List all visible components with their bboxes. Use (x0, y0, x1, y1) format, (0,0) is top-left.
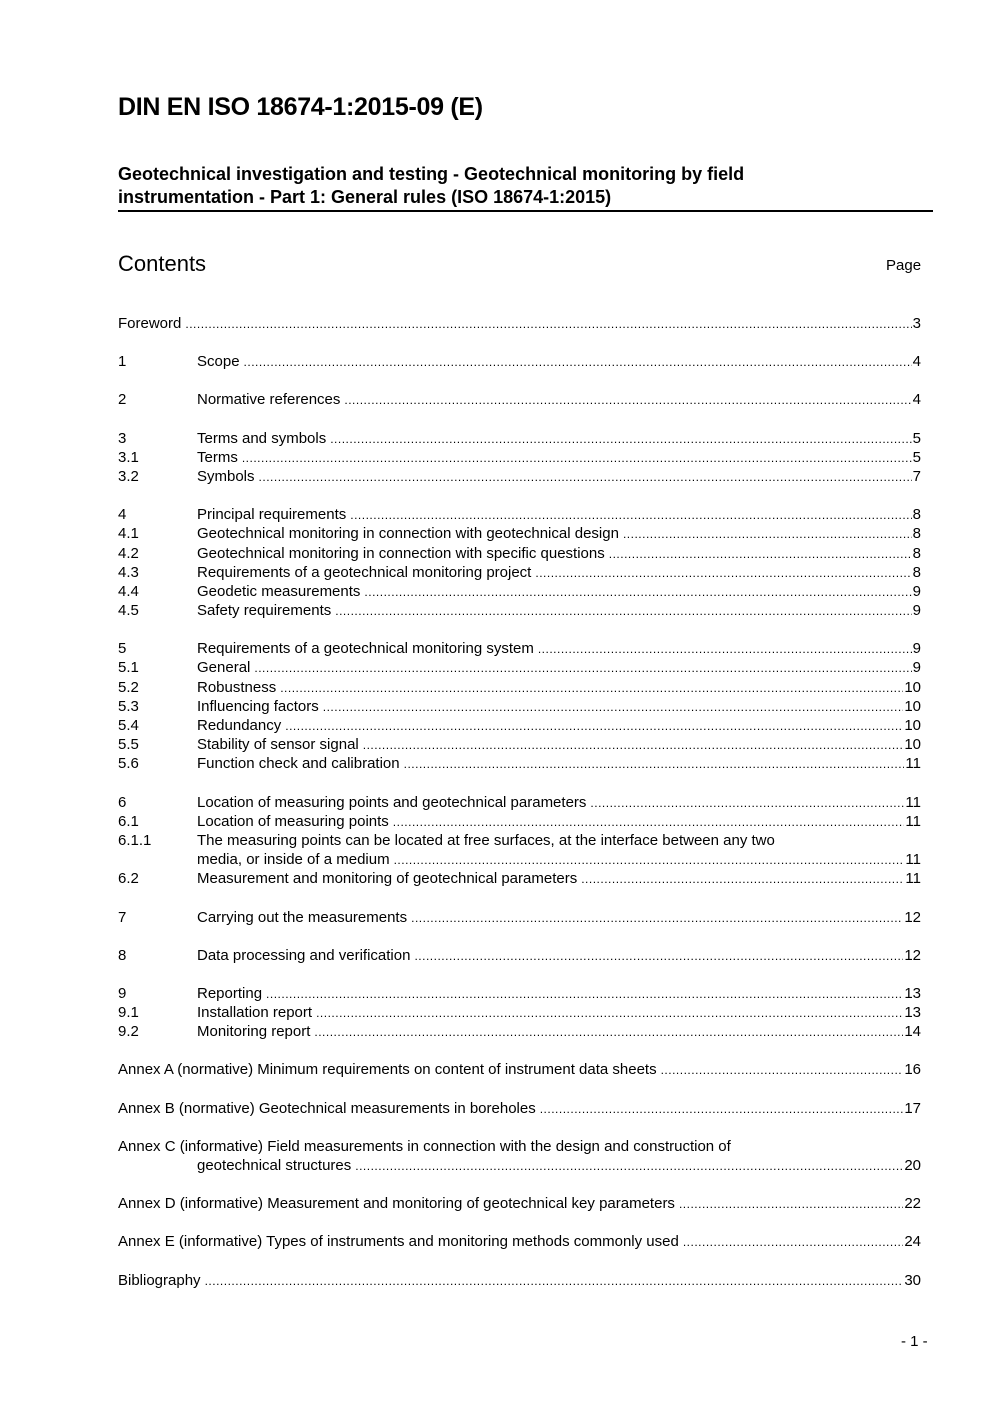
toc-number: 9 (118, 984, 127, 1002)
toc-number: 5.1 (118, 659, 139, 677)
toc-page: 24 (904, 1233, 921, 1251)
toc-entry-1[interactable] (118, 352, 921, 371)
toc-label-line-1: Annex C (informative) Field measurements in connection with the design and construction of (118, 1137, 731, 1155)
leader-dots (609, 545, 912, 564)
toc-number: 5.3 (118, 697, 139, 715)
toc-entry-2[interactable] (118, 390, 921, 409)
subtitle-line-1: Geotechnical investigation and testing - Geotechnical monitoring by field (118, 164, 745, 184)
page-column-heading: Page (886, 257, 922, 274)
toc-label: Installation report (197, 1004, 313, 1022)
leader-dots (254, 659, 911, 678)
toc-page: 9 (912, 602, 921, 620)
toc-number: 2 (118, 391, 127, 409)
toc-label: Location of measuring points (197, 812, 389, 830)
leader-dots (314, 1023, 903, 1042)
leader-dots (679, 1195, 903, 1214)
toc-page: 7 (912, 467, 921, 485)
toc-page: 8 (912, 525, 921, 543)
toc-label: Geotechnical monitoring in connection with specific questions (197, 544, 605, 562)
toc-page: 10 (904, 736, 921, 754)
toc-number: 5.5 (118, 736, 139, 754)
leader-dots (394, 851, 905, 870)
leader-dots (411, 909, 903, 928)
leader-dots (393, 813, 905, 832)
toc-number: 6.2 (118, 870, 139, 888)
toc-entry-9-2[interactable] (118, 1022, 921, 1041)
leader-dots (335, 602, 911, 621)
leader-dots (355, 1157, 903, 1176)
toc-entry-annex-c[interactable] (118, 1137, 921, 1175)
toc-label: Annex B (normative) Geotechnical measurements in boreholes (118, 1099, 536, 1117)
toc-page: 16 (904, 1061, 921, 1079)
toc-number: 6.1 (118, 812, 139, 830)
toc-page: 11 (905, 755, 921, 773)
leader-dots (363, 736, 904, 755)
toc-entry-5-2[interactable] (118, 678, 921, 697)
toc-label: Annex A (normative) Minimum requirements on content of instrument data sheets (118, 1061, 657, 1079)
toc-page: 17 (904, 1099, 921, 1117)
toc-label: Reporting (197, 984, 263, 1002)
toc-number: 7 (118, 908, 127, 926)
toc-page: 14 (904, 1023, 921, 1041)
toc-label: Function check and calibration (197, 755, 400, 773)
toc-entry-4-3[interactable] (118, 563, 921, 582)
leader-dots (350, 506, 911, 525)
toc-entry-4-1[interactable] (118, 524, 921, 543)
leader-dots (185, 315, 911, 334)
toc-page: 11 (905, 870, 921, 888)
toc-entry-annex-e[interactable] (118, 1232, 921, 1251)
toc-number: 3.2 (118, 467, 139, 485)
leader-dots (414, 947, 903, 966)
leader-dots (316, 1004, 903, 1023)
toc-label: Carrying out the measurements (197, 908, 408, 926)
toc-label: Redundancy (197, 717, 282, 734)
leader-dots (205, 1272, 904, 1291)
toc-page: 3 (912, 315, 921, 332)
toc-number: 5 (118, 640, 127, 658)
toc-page: 5 (912, 429, 921, 447)
toc-entry-4[interactable] (118, 505, 921, 524)
toc-label-line-2: media, or inside of a medium (197, 851, 390, 869)
toc-entry-5-3[interactable] (118, 697, 921, 716)
toc-number: 3.1 (118, 448, 139, 466)
toc-number: 5.6 (118, 755, 139, 773)
leader-dots (404, 755, 905, 774)
leader-dots (364, 583, 911, 602)
toc-entry-bibliography[interactable] (118, 1271, 921, 1290)
leader-dots (590, 794, 904, 813)
toc-label: Normative references (197, 391, 341, 409)
toc-entry-4-4[interactable] (118, 582, 921, 601)
leader-dots (344, 391, 911, 410)
toc-label: Stability of sensor signal (197, 736, 359, 754)
toc-entry-7[interactable] (118, 908, 921, 927)
toc-number: 4.3 (118, 563, 139, 581)
leader-dots (323, 698, 904, 717)
toc-entry-5-4[interactable] (118, 716, 921, 735)
toc-page: 9 (912, 640, 921, 658)
toc-entry-5[interactable] (118, 639, 921, 658)
toc-number: 4.1 (118, 525, 139, 543)
leader-dots (244, 353, 912, 372)
toc-number: 5.2 (118, 678, 139, 696)
toc-entry-annex-d[interactable] (118, 1194, 921, 1213)
leader-dots (266, 985, 903, 1004)
toc-label: General (197, 659, 251, 677)
toc-label: Data processing and verification (197, 946, 411, 964)
toc-label: Terms (197, 448, 238, 466)
toc-label-line-2: geotechnical structures (197, 1157, 352, 1174)
toc-entry-3[interactable] (118, 429, 921, 448)
toc-page: 8 (912, 563, 921, 581)
toc-label: Geotechnical monitoring in connection with geotechnical design (197, 525, 619, 543)
toc-entry-6[interactable] (118, 793, 921, 812)
toc-page: 22 (904, 1195, 921, 1213)
toc-entry-3-2[interactable] (118, 467, 921, 486)
toc-entry-3-1[interactable] (118, 448, 921, 467)
leader-dots (330, 430, 911, 449)
toc-page: 10 (904, 697, 921, 715)
toc-page: 12 (904, 908, 921, 926)
leader-dots (259, 468, 912, 487)
document-title: DIN EN ISO 18674-1:2015-09 (E) (118, 93, 483, 121)
toc-label: Bibliography (118, 1271, 201, 1289)
toc-label-line-1: The measuring points can be located at free surfaces, at the interface between any two (197, 831, 775, 849)
toc-entry-8[interactable] (118, 946, 921, 965)
toc-page: 10 (904, 678, 921, 696)
toc-page: 8 (912, 506, 921, 524)
toc-label: Foreword (118, 315, 182, 332)
toc-page: 11 (905, 851, 921, 869)
toc-number: 5.4 (118, 717, 139, 734)
contents-heading: Contents (118, 251, 207, 276)
subtitle-line-2: instrumentation - Part 1: General rules (ISO 18674-1:2015) (118, 187, 612, 207)
page-number: - 1 - (901, 1333, 928, 1350)
toc-entry-5-6[interactable] (118, 754, 921, 773)
toc-page: 10 (904, 717, 921, 734)
leader-dots (661, 1061, 904, 1080)
leader-dots (535, 564, 911, 583)
toc-entry-foreword[interactable] (118, 314, 921, 333)
toc-page: 4 (912, 353, 921, 371)
toc-label: Requirements of a geotechnical monitoring project (197, 563, 532, 581)
toc-label: Annex E (informative) Types of instruments and monitoring methods commonly used (118, 1233, 679, 1251)
toc-page: 9 (912, 582, 921, 600)
toc-label: Influencing factors (197, 697, 319, 715)
toc-number: 3 (118, 429, 127, 447)
toc-page: 4 (912, 391, 921, 409)
toc-entry-9[interactable] (118, 984, 921, 1003)
leader-dots (280, 679, 903, 698)
toc-number: 8 (118, 946, 127, 964)
leader-dots (285, 717, 903, 736)
leader-dots (683, 1233, 903, 1252)
toc-entry-9-1[interactable] (118, 1003, 921, 1022)
toc-entry-annex-a[interactable] (118, 1060, 921, 1079)
leader-dots (242, 449, 912, 468)
toc-page: 30 (904, 1271, 921, 1289)
leader-dots (538, 640, 912, 659)
toc-number: 6 (118, 793, 127, 811)
toc-page: 5 (912, 448, 921, 466)
toc-label: Location of measuring points and geotechnical parameters (197, 793, 587, 811)
toc-label: Annex D (informative) Measurement and monitoring of geotechnical key parameters (118, 1195, 675, 1213)
toc-page: 11 (905, 793, 921, 811)
toc-entry-annex-b[interactable] (118, 1099, 921, 1118)
toc-page: 20 (904, 1157, 921, 1174)
toc-number: 6.1.1 (118, 831, 152, 849)
toc-entry-4-5[interactable] (118, 601, 921, 620)
toc-label: Terms and symbols (197, 429, 327, 447)
toc-label: Robustness (197, 678, 277, 696)
toc-label: Safety requirements (197, 602, 332, 620)
leader-dots (540, 1100, 904, 1119)
toc-number: 4.4 (118, 582, 139, 600)
toc-number: 4.2 (118, 544, 139, 562)
toc-entry-6-1[interactable] (118, 812, 921, 831)
toc-number: 4 (118, 506, 127, 524)
leader-dots (623, 525, 912, 544)
toc-number: 4.5 (118, 602, 139, 620)
toc-number: 1 (118, 353, 127, 371)
toc-page: 12 (904, 946, 921, 964)
toc-number: 9.2 (118, 1023, 139, 1041)
table-of-contents (118, 314, 921, 1290)
toc-entry-6-2[interactable] (118, 869, 921, 888)
toc-label: Principal requirements (197, 506, 347, 524)
toc-label: Monitoring report (197, 1023, 311, 1041)
leader-dots (581, 870, 904, 889)
toc-label: Requirements of a geotechnical monitoring system (197, 640, 534, 658)
toc-entry-5-5[interactable] (118, 735, 921, 754)
toc-page: 8 (912, 544, 921, 562)
toc-label: Geodetic measurements (197, 582, 361, 600)
toc-entry-4-2[interactable] (118, 544, 921, 563)
toc-number: 9.1 (118, 1004, 139, 1022)
toc-page: 11 (905, 812, 921, 830)
toc-entry-6-1-1[interactable] (118, 831, 921, 869)
toc-page: 13 (904, 1004, 921, 1022)
document-subtitle (118, 163, 933, 212)
toc-page: 9 (912, 659, 921, 677)
toc-label: Measurement and monitoring of geotechnical parameters (197, 870, 578, 888)
toc-page: 13 (904, 984, 921, 1002)
toc-label: Symbols (197, 467, 255, 485)
toc-entry-5-1[interactable] (118, 658, 921, 677)
toc-label: Scope (197, 353, 240, 371)
